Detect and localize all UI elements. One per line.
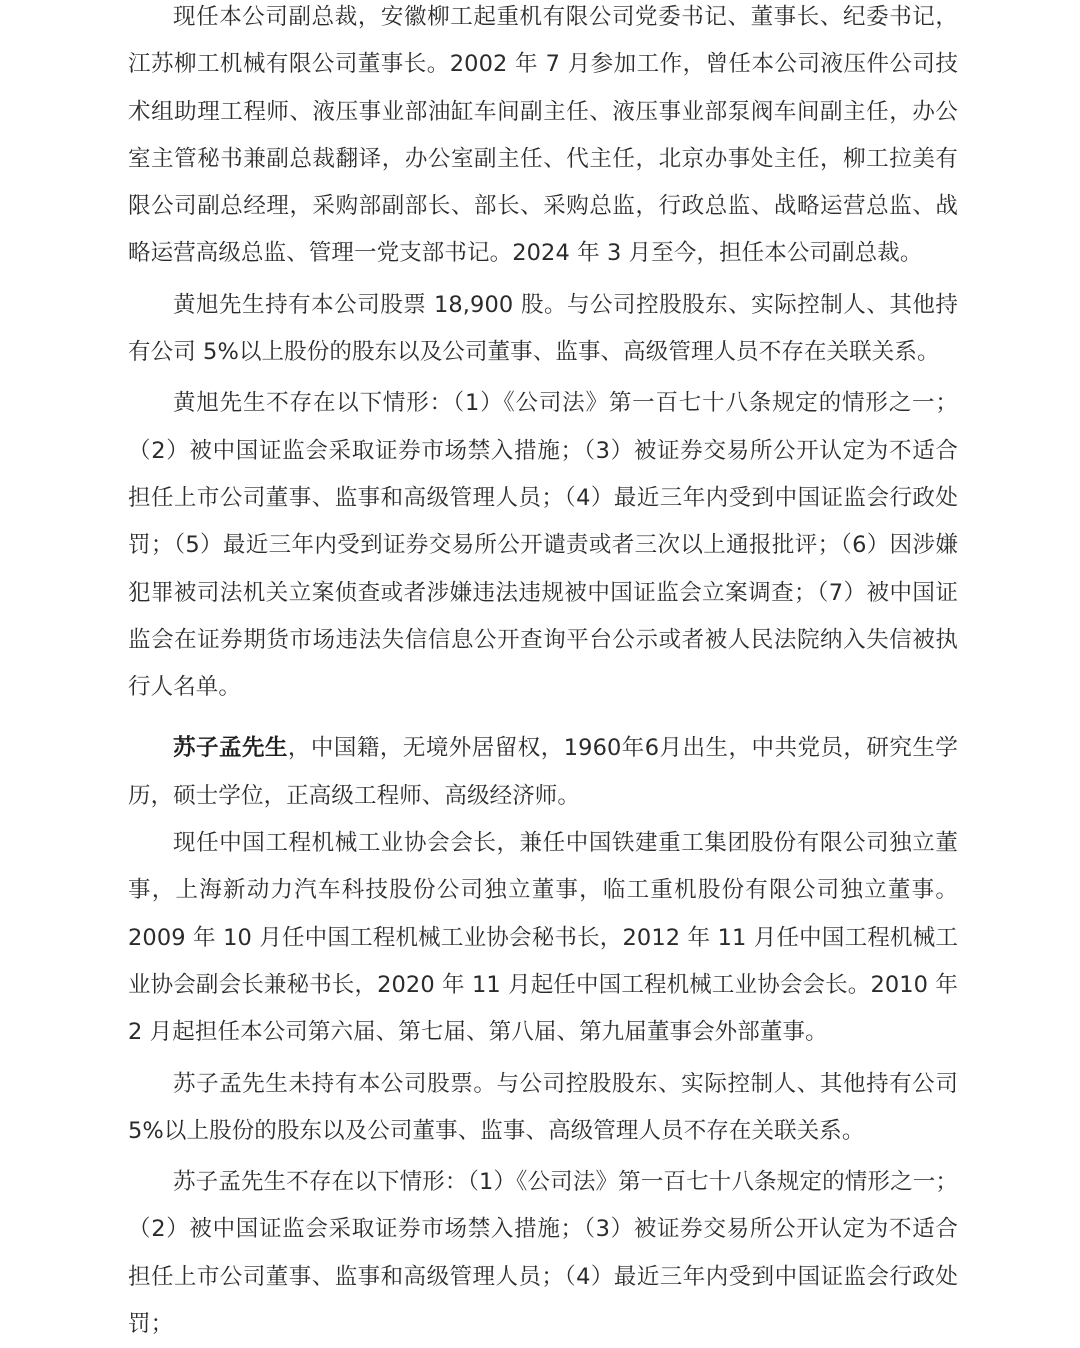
suzimeng-shareholding-paragraph: 苏子孟先生未持有本公司股票。与公司控股股东、实际控制人、其他持有公司 5%以上股份的股东以及公司董事、监事、高级管理人员不存在关联关系。: [128, 1070, 958, 1144]
suzimeng-career-paragraph: 现任中国工程机械工业协会会长，兼任中国铁建重工集团股份有限公司独立董事，上海新动力汽车科技股份公司独立董事，临工重机股份有限公司独立董事。2009 年 10 月任中国工程机械工业协会秘书长，2012 年 11 月任中国工程机械工业协会副会长兼秘书长，2020 年 11 月起任中国工程机械工业协会会长。2010 年 2 月起担任本公司第六届、第七届、第八届、第九届董事会外部董事。: [128, 830, 958, 1046]
document-page: [128, 0, 958, 1348]
suzimeng-compliance-paragraph: 苏子孟先生不存在以下情形：（1）《公司法》第一百七十八条规定的情形之一；（2）被中国证监会采取证券市场禁入措施；（3）被证券交易所公开认定为不适合担任上市公司董事、监事和高级管理人员；（4）最近三年内受到中国证监会行政处罚；: [128, 1169, 958, 1338]
huangxu-career-paragraph: 现任本公司副总裁，安徽柳工起重机有限公司党委书记、董事长、纪委书记，江苏柳工机械有限公司董事长。2002 年 7 月参加工作，曾任本公司液压件公司技术组助理工程师、液压事业部油缸车间副主任、液压事业部泵阀车间副主任，办公室主管秘书兼副总裁翻译，办公室副主任、代主任，北京办事处主任，柳工拉美有限公司副总经理，采购部副部长、部长、采购总监，行政总监、战略运营总监、战略运营高级总监、管理一党支部书记。2024 年 3 月至今，担任本公司副总裁。: [128, 4, 958, 267]
suzimeng-intro-text: ，中国籍，无境外居留权，1960年6月出生，中共党员，研究生学历，硕士学位，正高级工程师、高级经济师。: [128, 735, 958, 809]
huangxu-compliance-paragraph: 黄旭先生不存在以下情形：（1）《公司法》第一百七十八条规定的情形之一；（2）被中国证监会采取证券市场禁入措施；（3）被证券交易所公开认定为不适合担任上市公司董事、监事和高级管理人员；（4）最近三年内受到中国证监会行政处罚；（5）最近三年内受到证券交易所公开谴责或者三次以上通报批评；（6）因涉嫌犯罪被司法机关立案侦查或者涉嫌违法违规被中国证监会立案调查；（7）被中国证监会在证券期货市场违法失信信息公开查询平台公示或者被人民法院纳入失信被执行人名单。: [128, 390, 958, 701]
suzimeng-intro-paragraph: [128, 725, 958, 820]
huangxu-shareholding-paragraph: 黄旭先生持有本公司股票 18,900 股。与公司控股股东、实际控制人、其他持有公司 5%以上股份的股东以及公司董事、监事、高级管理人员不存在关联关系。: [128, 291, 958, 366]
suzimeng-name: 苏子孟先生: [173, 735, 288, 762]
